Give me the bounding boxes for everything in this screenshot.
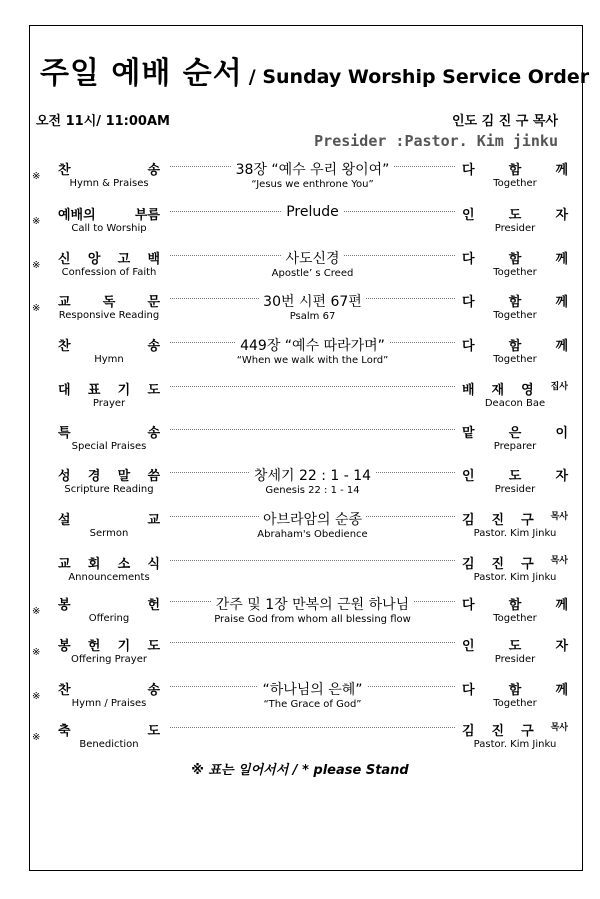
item-title-korean	[58, 335, 160, 354]
service-item	[0, 465, 600, 501]
leader-char: 다	[462, 163, 475, 178]
leader-title: 목사	[550, 723, 568, 733]
dotted-leader	[170, 727, 455, 728]
item-content-text: Prelude	[282, 204, 343, 220]
item-title-char: 도	[147, 724, 160, 739]
item-title-english: Benediction	[79, 739, 139, 750]
item-title-char: 말	[117, 469, 131, 484]
item-title-korean	[58, 159, 160, 178]
item-leader-korean	[462, 422, 568, 441]
leader-char: 다	[462, 252, 475, 267]
item-title-korean	[58, 594, 160, 613]
item-content	[180, 291, 445, 311]
leader-char: 인	[462, 208, 475, 223]
leader-char: 함	[508, 683, 522, 698]
service-item	[0, 679, 600, 715]
item-title-char: 소	[117, 557, 131, 572]
item-title-char: 씀	[147, 469, 160, 484]
item-title-char: 찬	[58, 163, 71, 178]
item-content-english	[180, 614, 445, 625]
item-title-char: 찬	[58, 683, 71, 698]
leader-char: 께	[555, 598, 568, 613]
item-content-english	[180, 268, 445, 279]
item-title-char: 축	[58, 724, 71, 739]
item-leader-english: Together	[493, 310, 537, 321]
leader-char: 인	[462, 469, 475, 484]
item-title-korean	[58, 248, 160, 267]
item-content-english-text: Psalm 67	[286, 311, 340, 322]
item-leader-korean	[462, 159, 568, 178]
item-title-char: 헌	[147, 598, 160, 613]
item-title-char: 특	[58, 426, 71, 441]
item-content-english-text: “When we walk with the Lord”	[233, 355, 393, 366]
leader-char: 다	[462, 598, 475, 613]
dotted-leader	[170, 642, 455, 643]
item-title-korean	[58, 720, 160, 739]
item-title-korean	[58, 635, 160, 654]
item-content-english	[180, 179, 445, 190]
item-title-char: 봉	[58, 598, 71, 613]
title-korean: 주일 예배 순서	[40, 56, 243, 91]
item-title-english: Offering	[88, 613, 130, 624]
service-item	[0, 720, 600, 756]
leader-char: 께	[555, 252, 568, 267]
item-leader-korean	[462, 204, 568, 223]
item-title-korean	[58, 509, 160, 528]
item-leader-korean	[462, 465, 568, 484]
leader-char: 구	[521, 513, 534, 528]
item-title-char: 부름	[134, 208, 160, 223]
item-title-english: Responsive Reading	[58, 310, 160, 321]
item-content-english	[180, 355, 445, 366]
item-content	[180, 159, 445, 179]
item-content	[180, 335, 445, 355]
stand-mark: ※	[32, 260, 41, 271]
item-title-char: 찬	[58, 339, 71, 354]
item-title-english: Hymn	[94, 354, 124, 365]
item-leader-korean	[462, 291, 568, 310]
item-title-char: 송	[147, 683, 160, 698]
stand-mark: ※	[32, 216, 41, 227]
leader-title: 목사	[550, 512, 568, 522]
item-title-char: 송	[147, 163, 160, 178]
item-content-english-text: Abraham's Obedience	[253, 529, 371, 540]
item-leader-english: Deacon Bae	[484, 398, 546, 409]
item-title-korean	[58, 422, 160, 441]
item-content-english-text: Apostle’ s Creed	[268, 268, 358, 279]
leader-char: 다	[462, 683, 475, 698]
service-item	[0, 291, 600, 327]
item-title-korean	[58, 465, 160, 484]
stand-mark: ※	[32, 171, 41, 182]
service-item	[0, 635, 600, 671]
leader-char: 다	[462, 339, 475, 354]
stand-mark: ※	[32, 606, 41, 617]
item-leader-english: Pastor. Kim Jinku	[473, 739, 557, 750]
item-leader-english: Together	[493, 698, 537, 709]
leader-char: 도	[508, 208, 522, 223]
leader-char: 진	[491, 513, 505, 528]
item-title-english: Hymn / Praises	[71, 698, 147, 709]
item-title-char: 백	[147, 252, 160, 267]
item-content-text: 창세기 22 : 1 - 14	[250, 468, 375, 484]
leader-char: 진	[491, 557, 505, 572]
item-content-english	[180, 529, 445, 540]
item-leader-korean	[462, 248, 568, 267]
leader-char: 도	[508, 469, 522, 484]
item-title-korean	[58, 553, 160, 572]
item-title-english: Confession of Faith	[61, 267, 157, 278]
item-title-char: 신	[58, 252, 71, 267]
leader-char: 김	[462, 724, 475, 739]
item-content	[180, 465, 445, 485]
item-leader-english: Preparer	[493, 441, 537, 452]
item-title-char: 도	[147, 383, 160, 398]
leader-char: 영	[521, 383, 534, 398]
leader-char: 함	[508, 339, 522, 354]
item-title-char: 표	[87, 383, 101, 398]
item-leader-korean	[462, 335, 568, 354]
item-title-english: Hymn & Praises	[69, 178, 149, 189]
item-title-char: 봉	[58, 639, 71, 654]
item-title-korean	[58, 291, 160, 310]
item-title-char: 독	[102, 295, 116, 310]
item-title-char: 식	[147, 557, 160, 572]
item-content	[180, 204, 445, 220]
service-item	[0, 204, 600, 240]
dotted-leader	[170, 386, 455, 387]
item-title-char: 송	[147, 426, 160, 441]
leader-char: 이	[555, 426, 568, 441]
service-item	[0, 553, 600, 589]
item-content-english-text: “Jesus we enthrone You”	[247, 179, 377, 190]
item-title-char: 회	[87, 557, 101, 572]
item-content-english-text: Genesis 22 : 1 - 14	[261, 485, 363, 496]
item-title-char: 설	[58, 513, 71, 528]
leader-char: 함	[508, 252, 522, 267]
item-leader-english: Together	[493, 354, 537, 365]
item-content	[180, 509, 445, 529]
item-leader-english: Pastor. Kim Jinku	[473, 528, 557, 539]
leader-char: 도	[508, 639, 522, 654]
item-title-char: 헌	[87, 639, 101, 654]
leader-char: 김	[462, 557, 475, 572]
item-title-english: Call to Worship	[71, 223, 147, 234]
item-leader-english: Together	[493, 613, 537, 624]
item-title-char: 교	[147, 513, 160, 528]
leader-char: 자	[555, 208, 568, 223]
leader-char: 자	[555, 639, 568, 654]
item-content-english	[180, 311, 445, 322]
item-content-text: 38장 “예수 우리 왕이여”	[232, 162, 394, 178]
item-title-char: 교	[58, 295, 71, 310]
leader-char: 께	[555, 339, 568, 354]
item-title-korean	[58, 204, 160, 223]
item-title-english: Scripture Reading	[64, 484, 154, 495]
stand-mark: ※	[32, 647, 41, 658]
service-item	[0, 335, 600, 371]
title-english: / Sunday Worship Service Order	[248, 66, 590, 88]
item-content-text: 30번 시편 67편	[259, 294, 366, 310]
leader-char: 인	[462, 639, 475, 654]
leader-char: 구	[521, 557, 534, 572]
service-item	[0, 594, 600, 630]
leader-char: 김	[462, 513, 475, 528]
item-content-text: 사도신경	[281, 251, 343, 267]
item-content	[180, 594, 445, 614]
item-title-char: 기	[117, 383, 131, 398]
item-content-text: “하나님의 은혜”	[258, 682, 366, 698]
stand-mark: ※	[32, 732, 41, 743]
item-title-char: 성	[58, 469, 71, 484]
item-title-char: 대	[58, 383, 71, 398]
leader-char: 다	[462, 295, 475, 310]
item-content-english	[180, 485, 445, 496]
stand-mark: ※	[32, 303, 41, 314]
service-item	[0, 379, 600, 415]
item-leader-korean	[462, 509, 568, 528]
item-title-korean	[58, 379, 160, 398]
item-title-english: Prayer	[92, 398, 126, 409]
item-leader-korean	[462, 635, 568, 654]
item-title-char: 예배의	[58, 208, 96, 223]
leader-char: 께	[555, 295, 568, 310]
item-title-char: 문	[147, 295, 160, 310]
presider-english: Presider :Pastor. Kim jinku	[314, 132, 558, 150]
leader-char: 재	[491, 383, 505, 398]
leader-char: 함	[508, 295, 522, 310]
item-leader-english: Together	[493, 267, 537, 278]
item-title-char: 도	[147, 639, 160, 654]
item-leader-korean	[462, 553, 568, 572]
leader-char: 자	[555, 469, 568, 484]
item-leader-korean	[462, 679, 568, 698]
item-leader-english: Pastor. Kim Jinku	[473, 572, 557, 583]
item-title-english: Offering Prayer	[71, 654, 147, 665]
leader-char: 진	[491, 724, 505, 739]
item-title-english: Announcements	[68, 572, 150, 583]
item-leader-english: Presider	[494, 654, 536, 665]
dotted-leader	[170, 560, 455, 561]
item-title-char: 송	[147, 339, 160, 354]
item-title-char: 경	[87, 469, 101, 484]
item-content-english-text: “The Grace of God”	[260, 699, 366, 710]
leader-char: 맡	[462, 426, 475, 441]
item-leader-korean	[462, 379, 568, 398]
leader-char: 은	[508, 426, 522, 441]
item-content-english-text: Praise God from whom all blessing flow	[210, 614, 415, 625]
service-item	[0, 509, 600, 545]
service-item	[0, 422, 600, 458]
item-content-text: 간주 및 1장 만복의 근원 하나님	[212, 597, 413, 613]
item-title-char: 앙	[87, 252, 101, 267]
leader-title: 목사	[550, 556, 568, 566]
item-leader-korean	[462, 720, 568, 739]
item-title-char: 교	[58, 557, 71, 572]
item-content-text: 449장 “예수 따라가며”	[236, 338, 389, 354]
leader-title: 집사	[550, 382, 568, 392]
service-item	[0, 159, 600, 195]
item-content	[180, 248, 445, 268]
item-leader-english: Presider	[494, 223, 536, 234]
item-title-english: Special Praises	[71, 441, 147, 452]
leader-char: 께	[555, 683, 568, 698]
dotted-leader	[170, 429, 455, 430]
stand-mark: ※	[32, 691, 41, 702]
item-content	[180, 679, 445, 699]
leader-char: 께	[555, 163, 568, 178]
leader-char: 함	[508, 163, 522, 178]
item-title-char: 기	[117, 639, 131, 654]
leader-char: 함	[508, 598, 522, 613]
stand-note: ※ 표는 일어서서 / * please Stand	[191, 763, 409, 778]
presider-korean: 인도 김 진 구 목사	[451, 114, 558, 129]
item-content-english	[180, 699, 445, 710]
item-title-english: Sermon	[89, 528, 129, 539]
item-leader-english: Presider	[494, 484, 536, 495]
service-item	[0, 248, 600, 284]
item-leader-korean	[462, 594, 568, 613]
leader-char: 배	[462, 383, 475, 398]
item-title-char: 고	[117, 252, 131, 267]
item-content-text: 아브라암의 순종	[259, 512, 366, 528]
service-time: 오전 11시/ 11:00AM	[36, 114, 170, 129]
leader-char: 구	[521, 724, 534, 739]
page-title	[40, 48, 589, 92]
item-title-korean	[58, 679, 160, 698]
item-leader-english: Together	[493, 178, 537, 189]
